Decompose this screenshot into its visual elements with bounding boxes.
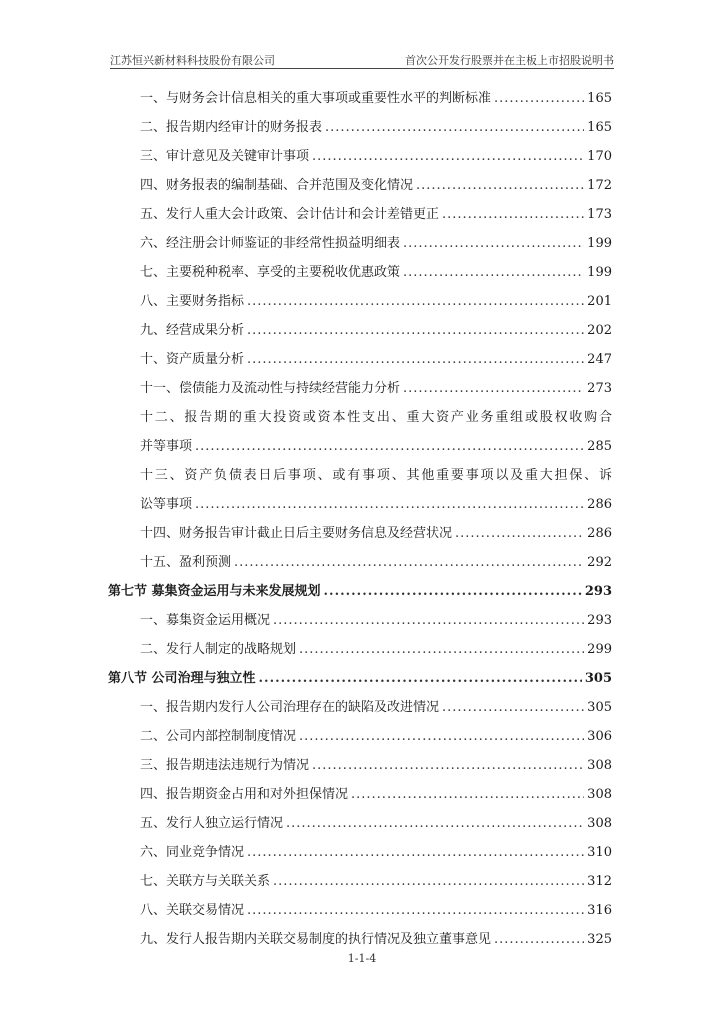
toc-entry-page: 310 bbox=[587, 845, 612, 860]
toc-chapter-entry[interactable] bbox=[108, 577, 612, 606]
toc-entry-row bbox=[140, 316, 612, 345]
toc-entry-page: 173 bbox=[587, 207, 612, 222]
toc-entry-page: 292 bbox=[587, 555, 612, 570]
toc-entry-row bbox=[140, 780, 612, 809]
toc-entry-page: 165 bbox=[587, 91, 612, 106]
toc-entry-title: 第七节 募集资金运用与未来发展规划 bbox=[108, 584, 321, 599]
toc-entry-title: 四、报告期资金占用和对外担保情况 bbox=[140, 787, 349, 802]
table-of-contents bbox=[108, 84, 612, 954]
toc-leader-dots bbox=[273, 606, 584, 635]
toc-leader-dots bbox=[299, 635, 584, 664]
toc-entry-row bbox=[140, 84, 612, 113]
toc-entry-title: 十四、财务报告审计截止日后主要财务信息及经营状况 bbox=[140, 526, 453, 541]
toc-entry-page: 308 bbox=[587, 758, 612, 773]
toc-entry[interactable] bbox=[108, 606, 612, 635]
toc-entry-title: 十五、盈利预测 bbox=[140, 555, 232, 570]
toc-entry-page: 312 bbox=[587, 874, 612, 889]
toc-entry-title-line1: 十三、资产负债表日后事项、或有事项、其他重要事项以及重大担保、诉 bbox=[140, 468, 612, 483]
toc-entry-title: 五、发行人重大会计政策、会计估计和会计差错更正 bbox=[140, 207, 440, 222]
toc-entry[interactable] bbox=[108, 229, 612, 258]
toc-leader-dots bbox=[351, 780, 584, 809]
header-company: 江苏恒兴新材料科技股份有限公司 bbox=[110, 54, 275, 67]
toc-entry-title: 三、审计意见及关键审计事项 bbox=[140, 149, 310, 164]
toc-entry-row bbox=[140, 809, 612, 838]
toc-entry-title: 八、关联交易情况 bbox=[140, 903, 245, 918]
toc-entry-page: 308 bbox=[587, 816, 612, 831]
toc-entry-title: 一、与财务会计信息相关的重大事项或重要性水平的判断标准 bbox=[140, 91, 492, 106]
toc-leader-dots bbox=[299, 722, 584, 751]
toc-entry-row bbox=[140, 867, 612, 896]
toc-entry-page: 199 bbox=[587, 236, 612, 251]
toc-leader-dots bbox=[312, 751, 584, 780]
toc-entry-row bbox=[140, 896, 612, 925]
toc-leader-dots bbox=[325, 113, 584, 142]
toc-entry[interactable] bbox=[108, 809, 612, 838]
toc-entry-title: 十、资产质量分析 bbox=[140, 352, 245, 367]
toc-entry-page: 285 bbox=[587, 439, 612, 454]
toc-leader-dots bbox=[195, 432, 584, 461]
toc-entry[interactable] bbox=[108, 635, 612, 664]
toc-entry[interactable] bbox=[108, 838, 612, 867]
toc-entry-row bbox=[140, 287, 612, 316]
toc-entry-row bbox=[140, 722, 612, 751]
toc-leader-dots bbox=[403, 374, 584, 403]
toc-entry[interactable] bbox=[108, 867, 612, 896]
toc-entry-row bbox=[140, 258, 612, 287]
toc-entry-row bbox=[140, 200, 612, 229]
toc-entry-row bbox=[140, 519, 612, 548]
toc-entry-row bbox=[140, 490, 612, 519]
toc-entry-row bbox=[140, 548, 612, 577]
toc-leader-dots bbox=[247, 838, 584, 867]
toc-leader-dots bbox=[247, 896, 584, 925]
toc-leader-dots bbox=[442, 693, 584, 722]
toc-leader-dots bbox=[273, 867, 584, 896]
toc-entry[interactable] bbox=[108, 142, 612, 171]
toc-entry-page: 305 bbox=[587, 700, 612, 715]
toc-entry-title-line1: 十二、报告期的重大投资或资本性支出、重大资产业务重组或股权收购合 bbox=[140, 410, 612, 425]
toc-entry[interactable] bbox=[108, 548, 612, 577]
toc-leader-dots bbox=[312, 142, 584, 171]
toc-entry-title: 四、财务报表的编制基础、合并范围及变化情况 bbox=[140, 178, 414, 193]
toc-entry-page: 299 bbox=[587, 642, 612, 657]
toc-entry-page: 170 bbox=[587, 149, 612, 164]
toc-entry-page: 202 bbox=[587, 323, 612, 338]
toc-leader-dots bbox=[403, 229, 584, 258]
toc-entry[interactable] bbox=[108, 374, 612, 403]
toc-leader-dots bbox=[247, 345, 584, 374]
toc-leader-dots bbox=[442, 200, 584, 229]
toc-entry-title: 七、主要税种税率、享受的主要税收优惠政策 bbox=[140, 265, 401, 280]
toc-entry-title: 九、发行人报告期内关联交易制度的执行情况及独立董事意见 bbox=[140, 932, 492, 947]
toc-entry-page: 273 bbox=[587, 381, 612, 396]
toc-entry-title: 并等事项 bbox=[140, 439, 193, 454]
toc-leader-dots bbox=[259, 664, 582, 693]
toc-entry-title: 第八节 公司治理与独立性 bbox=[108, 671, 256, 686]
toc-leader-dots bbox=[286, 809, 584, 838]
toc-entry[interactable] bbox=[108, 722, 612, 751]
toc-entry-page: 325 bbox=[587, 932, 612, 947]
toc-entry-title: 二、报告期内经审计的财务报表 bbox=[140, 120, 323, 135]
toc-entry-row bbox=[140, 925, 612, 954]
toc-leader-dots bbox=[403, 258, 584, 287]
toc-chapter-entry[interactable] bbox=[108, 664, 612, 693]
toc-entry-row bbox=[140, 606, 612, 635]
toc-leader-dots bbox=[416, 171, 584, 200]
toc-entry-page: 247 bbox=[587, 352, 612, 367]
toc-entry-page: 165 bbox=[587, 120, 612, 135]
toc-entry[interactable] bbox=[108, 84, 612, 113]
toc-entry-row bbox=[140, 142, 612, 171]
toc-entry[interactable] bbox=[108, 693, 612, 722]
toc-entry-row bbox=[140, 229, 612, 258]
toc-entry-page: 199 bbox=[587, 265, 612, 280]
toc-entry[interactable] bbox=[108, 316, 612, 345]
toc-entry-title: 二、公司内部控制制度情况 bbox=[140, 729, 297, 744]
toc-leader-dots bbox=[234, 548, 584, 577]
toc-entry-row bbox=[140, 113, 612, 142]
page-number: 1-1-4 bbox=[347, 952, 377, 965]
toc-entry[interactable] bbox=[108, 345, 612, 374]
toc-entry-row bbox=[140, 374, 612, 403]
toc-leader-dots bbox=[247, 287, 584, 316]
toc-entry-row bbox=[140, 432, 612, 461]
toc-entry[interactable] bbox=[108, 519, 612, 548]
toc-entry-page: 316 bbox=[587, 903, 612, 918]
toc-entry-title: 七、关联方与关联关系 bbox=[140, 874, 271, 889]
toc-entry-page: 286 bbox=[587, 526, 612, 541]
toc-entry-title: 三、报告期违法违规行为情况 bbox=[140, 758, 310, 773]
toc-entry-row bbox=[140, 345, 612, 374]
toc-entry[interactable] bbox=[108, 896, 612, 925]
toc-entry-title: 一、募集资金运用概况 bbox=[140, 613, 271, 628]
toc-entry-page: 308 bbox=[587, 787, 612, 802]
toc-entry-row bbox=[140, 171, 612, 200]
header-doc-title: 首次公开发行股票并在主板上市招股说明书 bbox=[405, 54, 614, 67]
toc-entry[interactable] bbox=[108, 403, 612, 461]
toc-entry-title: 二、发行人制定的战略规划 bbox=[140, 642, 297, 657]
toc-entry[interactable] bbox=[108, 287, 612, 316]
toc-entry-title: 六、经注册会计师鉴证的非经常性损益明细表 bbox=[140, 236, 401, 251]
toc-leader-dots bbox=[247, 316, 584, 345]
toc-entry-row bbox=[108, 664, 612, 693]
toc-entry[interactable] bbox=[108, 461, 612, 519]
toc-entry-title: 八、主要财务指标 bbox=[140, 294, 245, 309]
toc-entry-page: 286 bbox=[587, 497, 612, 512]
toc-entry-page: 172 bbox=[587, 178, 612, 193]
toc-entry-row bbox=[140, 693, 612, 722]
toc-entry-title: 一、报告期内发行人公司治理存在的缺陷及改进情况 bbox=[140, 700, 440, 715]
toc-entry-title: 讼等事项 bbox=[140, 497, 193, 512]
toc-entry-title: 十一、偿债能力及流动性与持续经营能力分析 bbox=[140, 381, 401, 396]
page-header bbox=[110, 52, 614, 69]
toc-entry-title: 五、发行人独立运行情况 bbox=[140, 816, 284, 831]
toc-entry-title: 六、同业竞争情况 bbox=[140, 845, 245, 860]
toc-entry-page: 293 bbox=[587, 613, 612, 628]
toc-leader-dots bbox=[195, 490, 584, 519]
toc-leader-dots bbox=[324, 577, 582, 606]
toc-leader-dots bbox=[455, 519, 584, 548]
toc-entry-row bbox=[140, 751, 612, 780]
toc-entry[interactable] bbox=[108, 258, 612, 287]
toc-entry-page: 306 bbox=[587, 729, 612, 744]
toc-entry-row bbox=[140, 635, 612, 664]
toc-entry[interactable] bbox=[108, 925, 612, 954]
toc-entry-row bbox=[140, 838, 612, 867]
toc-entry-title: 九、经营成果分析 bbox=[140, 323, 245, 338]
toc-entry[interactable] bbox=[108, 171, 612, 200]
toc-leader-dots bbox=[494, 925, 584, 954]
toc-entry[interactable] bbox=[108, 780, 612, 809]
toc-entry[interactable] bbox=[108, 751, 612, 780]
toc-leader-dots bbox=[494, 84, 584, 113]
toc-entry-page: 305 bbox=[584, 671, 612, 686]
toc-entry[interactable] bbox=[108, 113, 612, 142]
toc-entry-row bbox=[108, 577, 612, 606]
toc-entry-page: 201 bbox=[587, 294, 612, 309]
toc-entry-page: 293 bbox=[584, 584, 612, 599]
toc-entry[interactable] bbox=[108, 200, 612, 229]
